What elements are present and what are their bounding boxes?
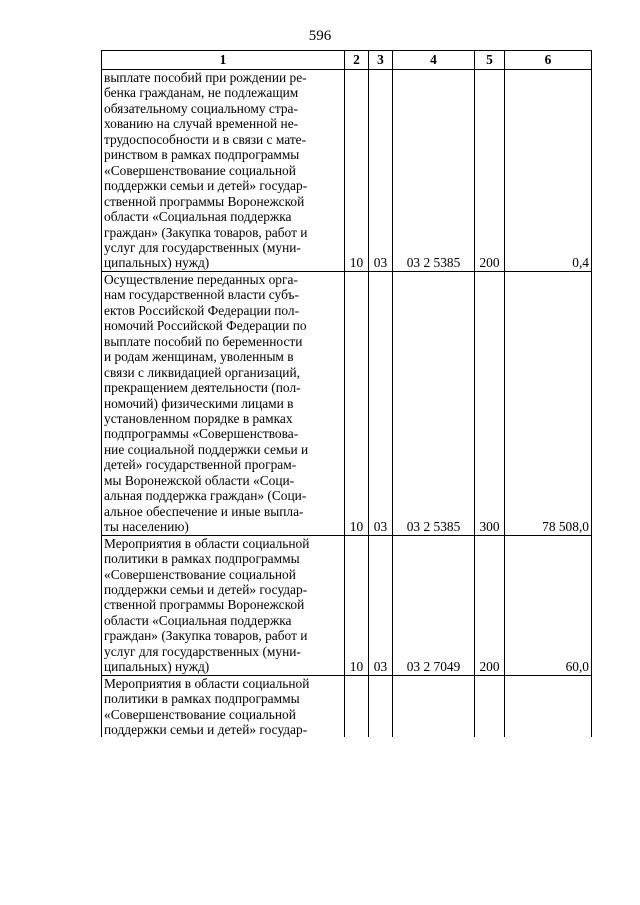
description-line: услуг для государственных (муни- xyxy=(104,239,301,255)
subsection-code xyxy=(369,675,393,737)
amount-value: 60,0 xyxy=(505,535,592,675)
description-line: номочий) физическими лицами в xyxy=(104,395,294,411)
subsection-code: 03 xyxy=(369,535,393,675)
amount-value: 78 508,0 xyxy=(505,271,592,535)
description-line: ты населению) xyxy=(104,519,189,535)
column-header-2: 2 xyxy=(345,51,369,70)
description-line: услуг для государственных (муни- xyxy=(104,643,301,659)
table-header-row xyxy=(102,51,592,70)
row-description xyxy=(102,675,345,737)
description-line: детей» государственной програм- xyxy=(104,457,297,473)
column-header-4: 4 xyxy=(393,51,475,70)
description-line: области «Социальная поддержка xyxy=(104,209,292,225)
description-line: обязательному социальному стра- xyxy=(104,100,298,116)
description-line: «Совершенствование социальной xyxy=(104,706,296,722)
column-header-5: 5 xyxy=(475,51,505,70)
expense-type-code: 300 xyxy=(475,271,505,535)
page-number: 596 xyxy=(308,28,332,44)
description-line: трудоспособности и в связи с мате- xyxy=(104,131,307,147)
description-line: бенка гражданам, не подлежащим xyxy=(104,85,299,101)
description-line: ринством в рамках подпрограммы xyxy=(104,147,300,163)
amount-value: 0,4 xyxy=(505,70,592,272)
description-line: связи с ликвидацией организаций, xyxy=(104,364,300,380)
description-line: Мероприятия в области социальной xyxy=(104,675,310,691)
description-line: подпрограммы «Совершенствова- xyxy=(104,426,299,442)
description-line: «Совершенствование социальной xyxy=(104,566,296,582)
description-line: области «Социальная поддержка xyxy=(104,612,292,628)
description-line: политики в рамках подпрограммы xyxy=(104,691,300,707)
target-article-code xyxy=(393,675,475,737)
subsection-code: 03 xyxy=(369,70,393,272)
description-line: и родам женщинам, уволенным в xyxy=(104,349,294,365)
description-line: граждан» (Закупка товаров, работ и xyxy=(104,224,308,240)
expense-type-code: 200 xyxy=(475,70,505,272)
section-code: 10 xyxy=(345,535,369,675)
description-line: ципальных) нужд) xyxy=(104,659,210,675)
table-row xyxy=(102,70,592,272)
column-header-3: 3 xyxy=(369,51,393,70)
description-line: поддержки семьи и детей» государ- xyxy=(104,722,308,738)
description-line: хованию на случай временной не- xyxy=(104,116,299,132)
column-header-1: 1 xyxy=(102,51,345,70)
target-article-code: 03 2 7049 xyxy=(393,535,475,675)
description-line: «Совершенствование социальной xyxy=(104,162,296,178)
description-line: выплате пособий по беременности xyxy=(104,333,303,349)
description-line: прекращением деятельности (пол- xyxy=(104,380,301,396)
description-line: альное обеспечение и иные выпла- xyxy=(104,503,304,519)
description-line: выплате пособий при рождении ре- xyxy=(104,70,307,85)
description-line: поддержки семьи и детей» государ- xyxy=(104,581,308,597)
description-line: ние социальной поддержки семьи и xyxy=(104,441,309,457)
description-line: ектов Российской Федерации пол- xyxy=(104,302,300,318)
description-line: Мероприятия в области социальной xyxy=(104,535,310,551)
expense-type-code: 200 xyxy=(475,535,505,675)
section-code: 10 xyxy=(345,70,369,272)
row-description xyxy=(102,271,345,535)
amount-value xyxy=(505,675,592,737)
description-line: номочий Российской Федерации по xyxy=(104,318,307,334)
description-line: ственной программы Воронежской xyxy=(104,597,305,613)
column-header-6: 6 xyxy=(505,51,592,70)
description-line: мы Воронежской области «Соци- xyxy=(104,472,295,488)
target-article-code: 03 2 5385 xyxy=(393,70,475,272)
description-line: политики в рамках подпрограммы xyxy=(104,551,300,567)
description-line: ципальных) нужд) xyxy=(104,255,210,271)
description-line: установленном порядке в рамках xyxy=(104,410,293,426)
budget-table xyxy=(101,50,592,737)
description-line: альная поддержка граждан» (Соци- xyxy=(104,488,307,504)
target-article-code: 03 2 5385 xyxy=(393,271,475,535)
description-line: ственной программы Воронежской xyxy=(104,193,305,209)
subsection-code: 03 xyxy=(369,271,393,535)
row-description xyxy=(102,535,345,675)
expense-type-code xyxy=(475,675,505,737)
description-line: нам государственной власти субъ- xyxy=(104,287,299,303)
row-description xyxy=(102,70,345,272)
section-code: 10 xyxy=(345,271,369,535)
description-line: граждан» (Закупка товаров, работ и xyxy=(104,628,308,644)
table-row xyxy=(102,675,592,737)
section-code xyxy=(345,675,369,737)
table-row xyxy=(102,535,592,675)
description-line: Осуществление переданных орга- xyxy=(104,271,298,287)
table-row xyxy=(102,271,592,535)
description-line: поддержки семьи и детей» государ- xyxy=(104,178,308,194)
